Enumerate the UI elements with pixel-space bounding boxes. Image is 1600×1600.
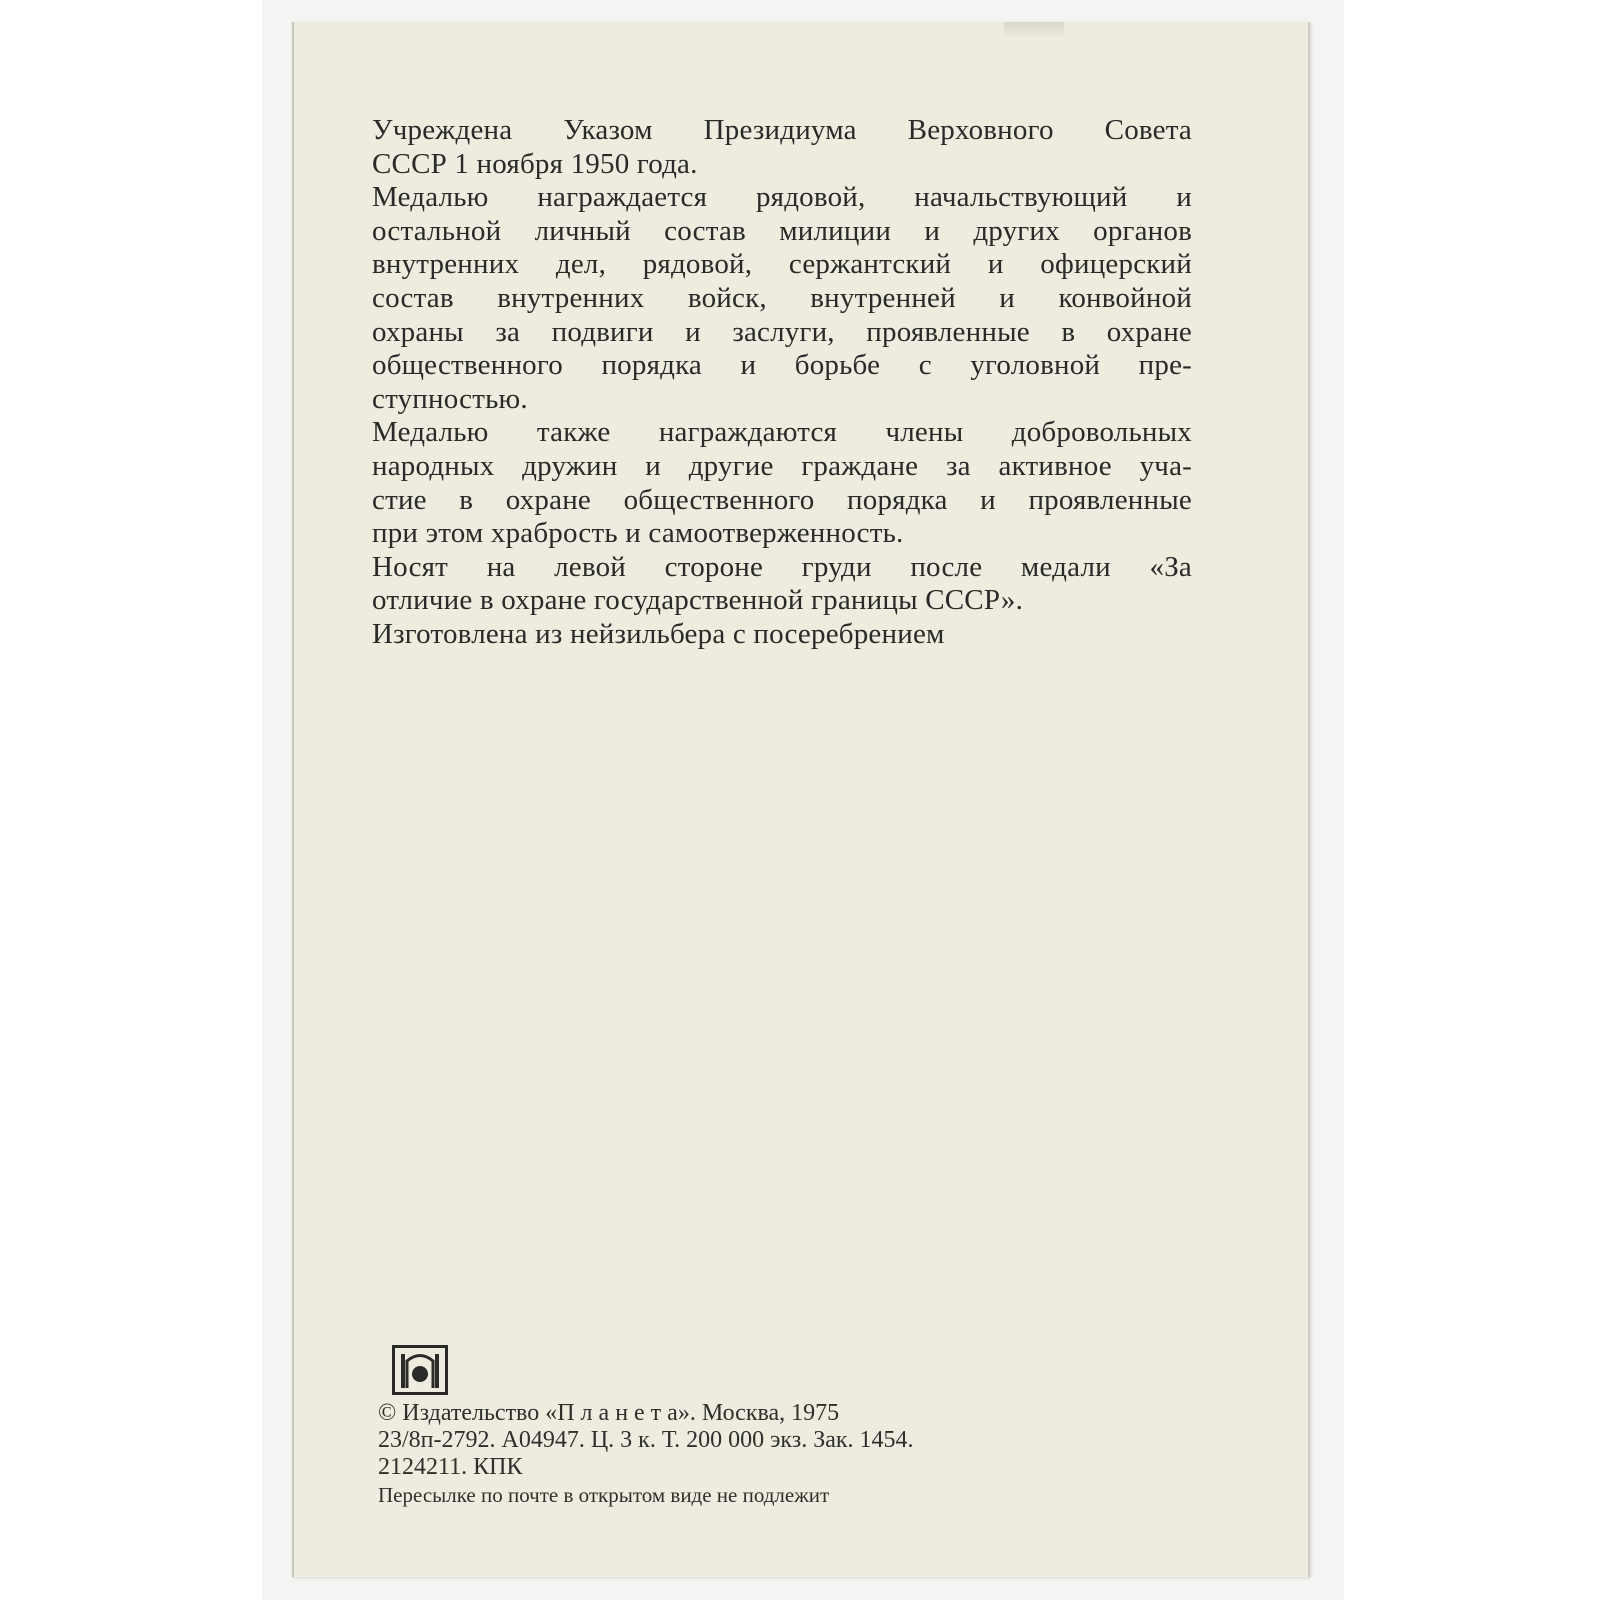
postal-note: Пересылке по почте в открытом виде не подлежит <box>378 1483 830 1507</box>
medal-description <box>372 114 1192 652</box>
text-line: остальной личный состав милиции и других органов <box>372 214 1192 247</box>
text-line: народных дружин и другие граждане за активное уча- <box>372 449 1192 482</box>
text-line: ступностью. <box>372 382 528 415</box>
text-line: стие в охране общественного порядка и проявленные <box>372 483 1192 516</box>
text-line: Медалью награждается рядовой, начальствующий и <box>372 181 1192 214</box>
text-line: Носят на левой стороне груди после медали «За <box>372 550 1192 583</box>
text-line: Изготовлена из нейзильбера с посеребрением <box>372 617 945 650</box>
text-line: внутренних дел, рядовой, сержантский и офицерский <box>372 248 1192 281</box>
text-line: общественного порядка и борьбе с уголовной пре- <box>372 349 1192 382</box>
copyright-line: © Издательство «П л а н е т а». Москва, 1975 <box>378 1400 840 1426</box>
print-codes-line: 23/8п-2792. А04947. Ц. 3 к. Т. 200 000 экз. Зак. 1454. <box>378 1427 914 1453</box>
text-line: СССР 1 ноября 1950 года. <box>372 147 698 180</box>
text-line: при этом храбрость и самоотверженность. <box>372 517 904 550</box>
text-line: охраны за подвиги и заслуги, проявленные в охране <box>372 315 1192 348</box>
text-line: Медалью также награждаются члены добровольных <box>372 416 1192 449</box>
text-line: отличие в охране государственной границы СССР». <box>372 584 1024 617</box>
catalog-number-line: 2124211. КПК <box>378 1454 523 1480</box>
paper-tear <box>1004 22 1064 38</box>
text-line: состав внутренних войск, внутренней и конвойной <box>372 281 1192 314</box>
publisher-imprint <box>378 1400 1078 1509</box>
planeta-publisher-logo-icon <box>392 1345 448 1395</box>
text-line: Учреждена Указом Президиума Верховного Совета <box>372 114 1192 146</box>
